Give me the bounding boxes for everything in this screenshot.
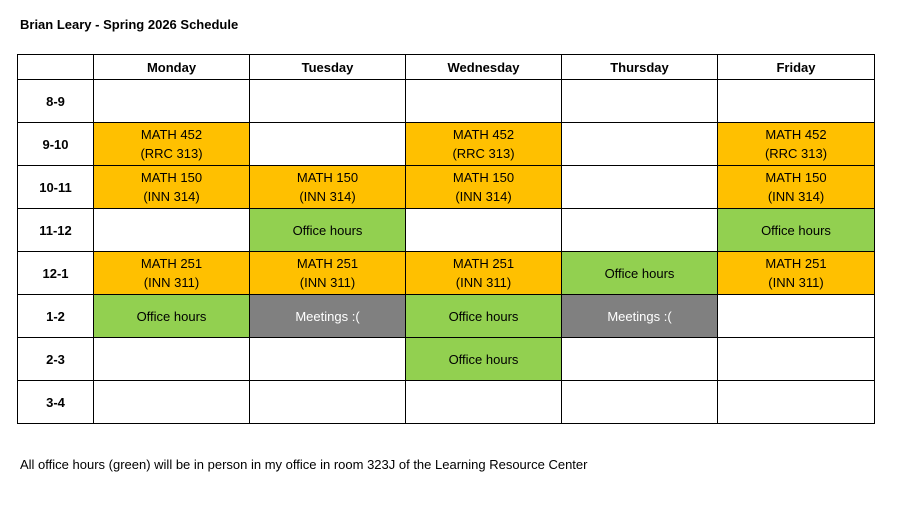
schedule-row [18,295,875,338]
time-slot-label: 12-1 [18,252,94,295]
office-hours-cell-monday [94,295,250,338]
class-cell-tuesday [250,166,406,209]
course-code: MATH 452 [140,127,203,142]
schedule-title: Brian Leary - Spring 2026 Schedule [20,17,239,32]
empty-cell-thursday [562,338,718,381]
class-cell-monday [94,123,250,166]
header-thursday: Thursday [562,55,718,80]
time-slot-label: 2-3 [18,338,94,381]
course-code: MATH 150 [765,170,827,185]
class-cell-friday [718,252,875,295]
schedule-row [18,80,875,123]
meetings-label: Meetings :( [295,308,360,324]
empty-cell-monday [94,209,250,252]
office-hours-cell-tuesday [250,209,406,252]
class-cell-wednesday [406,123,562,166]
office-hours-cell-wednesday [406,295,562,338]
course-room: (RRC 313) [764,146,828,161]
empty-cell-wednesday [406,209,562,252]
course-room: (INN 311) [143,275,200,290]
class-cell-wednesday [406,166,562,209]
office-hours-label: Office hours [448,308,519,324]
course-room: (INN 311) [455,275,512,290]
course-room: (INN 314) [767,189,825,204]
office-hours-label: Office hours [292,222,363,238]
class-cell-friday [718,166,875,209]
empty-cell-friday [718,295,875,338]
header-monday: Monday [94,55,250,80]
empty-cell-thursday [562,166,718,209]
office-hours-cell-wednesday [406,338,562,381]
course-code: MATH 251 [765,256,827,271]
course-room: (INN 314) [299,189,356,204]
course-code: MATH 251 [296,256,359,271]
class-cell-monday [94,252,250,295]
empty-cell-thursday [562,123,718,166]
course-room: (RRC 313) [140,146,203,161]
class-cell-tuesday [250,252,406,295]
class-cell-friday [718,123,875,166]
header-corner [18,55,94,80]
course-room: (RRC 313) [452,146,515,161]
header-friday: Friday [718,55,875,80]
empty-cell-tuesday [250,80,406,123]
empty-cell-tuesday [250,123,406,166]
course-code: MATH 150 [296,170,359,185]
office-hours-label: Office hours [448,351,519,367]
footnote: All office hours (green) will be in person in my office in room 323J of the Learning Resource Center [20,457,588,472]
empty-cell-wednesday [406,381,562,424]
empty-cell-thursday [562,381,718,424]
course-code: MATH 150 [452,170,515,185]
office-hours-cell-friday [718,209,875,252]
empty-cell-tuesday [250,338,406,381]
course-code: MATH 251 [452,256,515,271]
empty-cell-thursday [562,209,718,252]
time-slot-label: 8-9 [18,80,94,123]
header-row [18,55,875,80]
schedule-row [18,209,875,252]
time-slot-label: 3-4 [18,381,94,424]
course-code: MATH 452 [452,127,515,142]
course-code: MATH 150 [140,170,203,185]
empty-cell-tuesday [250,381,406,424]
time-slot-label: 1-2 [18,295,94,338]
meetings-label: Meetings :( [607,308,672,324]
schedule-row [18,338,875,381]
office-hours-label: Office hours [761,222,831,238]
empty-cell-friday [718,338,875,381]
office-hours-label: Office hours [604,265,675,281]
class-cell-monday [94,166,250,209]
course-code: MATH 452 [765,127,827,142]
course-code: MATH 251 [140,256,203,271]
schedule-body [18,80,875,424]
time-slot-label: 9-10 [18,123,94,166]
course-room: (INN 311) [768,275,824,290]
empty-cell-thursday [562,80,718,123]
course-room: (INN 314) [143,189,200,204]
header-tuesday: Tuesday [250,55,406,80]
header-wednesday: Wednesday [406,55,562,80]
schedule-row [18,381,875,424]
class-cell-wednesday [406,252,562,295]
empty-cell-wednesday [406,80,562,123]
empty-cell-monday [94,381,250,424]
course-room: (INN 311) [299,275,356,290]
empty-cell-friday [718,80,875,123]
schedule-row [18,166,875,209]
time-slot-label: 10-11 [18,166,94,209]
office-hours-label: Office hours [136,308,207,324]
schedule-row [18,252,875,295]
meetings-cell-tuesday [250,295,406,338]
time-slot-label: 11-12 [18,209,94,252]
office-hours-cell-thursday [562,252,718,295]
meetings-cell-thursday [562,295,718,338]
schedule-row [18,123,875,166]
empty-cell-monday [94,80,250,123]
schedule-table [17,54,875,424]
course-room: (INN 314) [455,189,512,204]
empty-cell-monday [94,338,250,381]
empty-cell-friday [718,381,875,424]
